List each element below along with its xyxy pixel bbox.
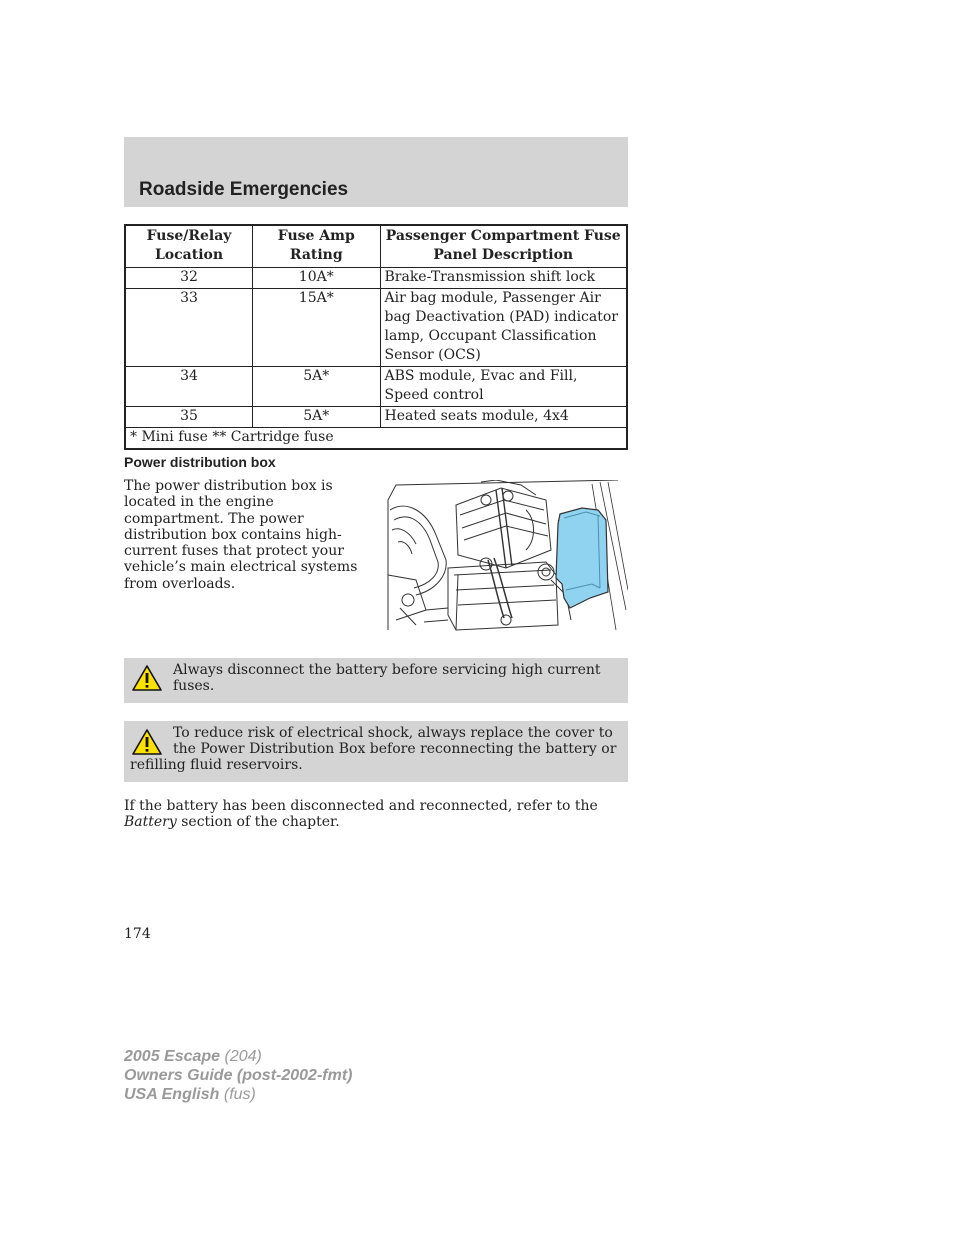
cell-location: 34 bbox=[125, 367, 253, 407]
table-row bbox=[125, 367, 627, 407]
table-header-row bbox=[125, 225, 627, 268]
table-footnote-row bbox=[125, 428, 627, 450]
column-header-rating: Fuse Amp Rating bbox=[253, 225, 381, 268]
table-row bbox=[125, 407, 627, 428]
document-footer: 2005 Escape (204) Owners Guide (post-2002-fmt) USA English (fus) bbox=[124, 1048, 353, 1103]
cell-description: Brake-Transmission shift lock bbox=[380, 268, 627, 289]
section-heading: Power distribution box bbox=[124, 454, 276, 470]
cell-location: 32 bbox=[125, 268, 253, 289]
cell-description: ABS module, Evac and Fill, Speed control bbox=[380, 367, 627, 407]
cell-location: 35 bbox=[125, 407, 253, 428]
engine-compartment-illustration bbox=[386, 480, 628, 632]
page-title: Roadside Emergencies bbox=[139, 179, 349, 200]
column-header-location: Fuse/Relay Location bbox=[125, 225, 253, 268]
battery-section-reference: Battery bbox=[124, 814, 177, 831]
page-number: 174 bbox=[124, 926, 151, 942]
closing-paragraph: If the battery has been disconnected and reconnected, refer to the Battery section of the chapter. bbox=[124, 798, 598, 831]
cell-description: Air bag module, Passenger Air bag Deactivation (PAD) indicator lamp, Occupant Classification Sensor (OCS) bbox=[380, 289, 627, 367]
warning-text: To reduce risk of electrical shock, always replace the cover to the Power Distribution Box before reconnecting the battery or refilling fluid reservoirs. bbox=[130, 725, 617, 773]
warning-triangle-icon bbox=[131, 664, 163, 692]
section-header-band bbox=[124, 137, 628, 207]
intro-paragraph: The power distribution box is located in the engine compartment. The power distribution box contains high-current fuses that protect your vehicle’s main electrical systems from overloads. bbox=[124, 478, 358, 592]
cell-location: 33 bbox=[125, 289, 253, 367]
cell-description: Heated seats module, 4x4 bbox=[380, 407, 627, 428]
cell-rating: 10A* bbox=[253, 268, 381, 289]
table-row bbox=[125, 289, 627, 367]
fuse-table bbox=[124, 224, 628, 450]
table-footnote: * Mini fuse ** Cartridge fuse bbox=[125, 428, 627, 450]
warning-box bbox=[124, 721, 628, 782]
cell-rating: 15A* bbox=[253, 289, 381, 367]
cell-rating: 5A* bbox=[253, 367, 381, 407]
warning-text: Always disconnect the battery before servicing high current fuses. bbox=[173, 662, 601, 694]
column-header-description: Passenger Compartment Fuse Panel Description bbox=[380, 225, 627, 268]
warning-triangle-icon bbox=[131, 728, 163, 756]
table-row bbox=[125, 268, 627, 289]
cell-rating: 5A* bbox=[253, 407, 381, 428]
warning-box bbox=[124, 658, 628, 703]
